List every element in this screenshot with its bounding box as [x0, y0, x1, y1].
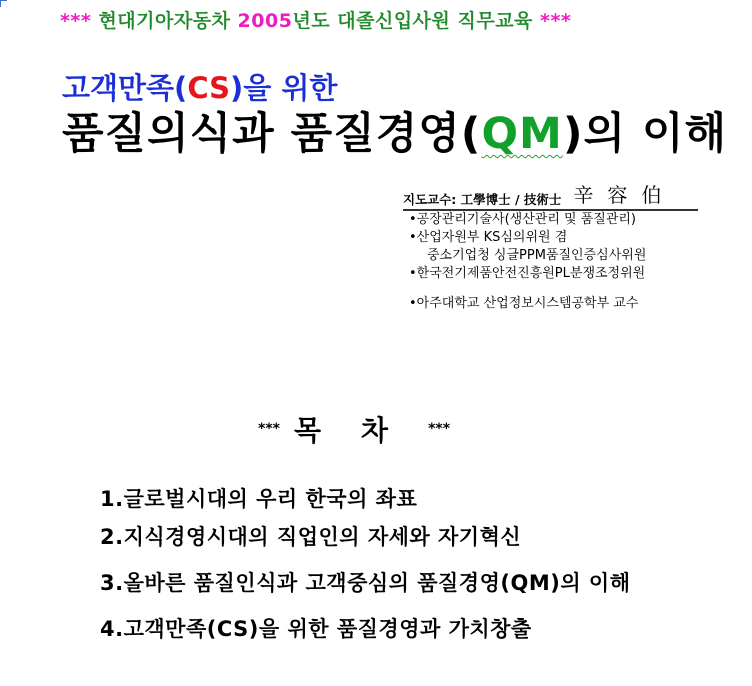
professor-line	[403, 183, 698, 211]
banner-stars-right: ***	[540, 10, 572, 32]
toc-stars-left: ***	[258, 421, 280, 437]
toc-item: 2.지식경영시대의 직업인의 자세와 자기혁신	[100, 525, 522, 549]
credential-item: •산업자원부 KS심의위원 겸	[409, 230, 568, 245]
professor-block	[403, 183, 698, 313]
page-title	[62, 100, 727, 161]
subtitle-before: 고객만족(	[62, 71, 188, 105]
credential-item: •아주대학교 산업정보시스템공학부 교수	[409, 296, 639, 311]
table-of-contents	[100, 484, 631, 652]
banner-course: 년도 대졸신입사원 직무교육	[292, 10, 533, 32]
title-before: 품질의식과 품질경영(	[62, 109, 482, 159]
toc-stars-right: ***	[428, 421, 451, 437]
credential-item: •공장관리기술사(생산관리 및 품질관리)	[409, 212, 637, 227]
banner	[60, 6, 571, 33]
credential-item: •한국전기제품안전진흥원PL분쟁조정위원	[409, 266, 646, 281]
banner-stars-left: ***	[60, 10, 92, 32]
toc-heading	[258, 409, 450, 449]
toc-item: 3.올바른 품질인식과 고객중심의 품질경영(QM)의 이해	[100, 571, 631, 595]
page-corner-marker	[0, 0, 7, 7]
banner-year: 2005	[237, 10, 293, 32]
professor-name: 辛容伯	[573, 183, 676, 207]
subtitle-after: )을 위한	[230, 71, 338, 105]
title-after: )의 이해	[562, 109, 728, 159]
toc-item: 4.고객만족(CS)을 위한 품질경영과 가치창출	[100, 617, 532, 641]
professor-label: 지도교수: 工學博士 / 技術士	[403, 192, 562, 207]
title-qm: QM	[481, 109, 563, 159]
banner-company: 현대기아자동차	[98, 10, 231, 32]
toc-item: 1.글로벌시대의 우리 한국의 좌표	[100, 487, 418, 511]
credential-item: 중소기업청 싱글PPM품질인증심사위원	[427, 248, 647, 263]
subtitle-cs: CS	[187, 71, 231, 105]
toc-heading-text: 목차	[293, 414, 429, 447]
